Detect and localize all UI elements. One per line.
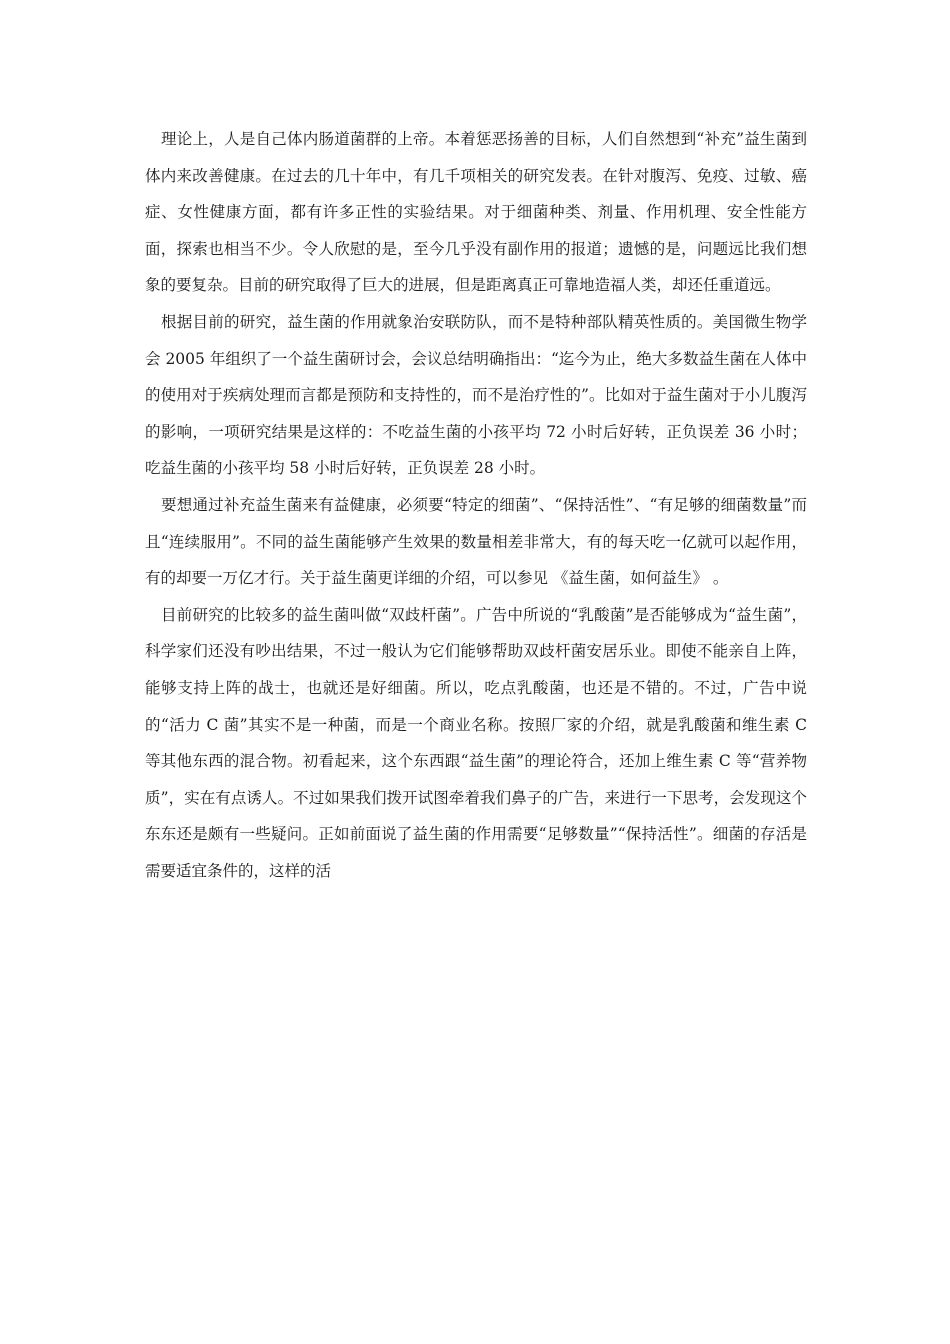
paragraph-1: 理论上，人是自己体内肠道菌群的上帝。本着惩恶扬善的目标，人们自然想到“补充”益生菌到体内来改善健康。在过去的几十年中，有几千项相关的研究发表。在针对腹泻、免疫、过敏、癌症、女性健康方面，都有许多正性的实验结果。对于细菌种类、剂量、作用机理、安全性能方面，探索也相当不少。令人欣慰的是，至今几乎没有副作用的报道；遗憾的是，问题远比我们想象的要复杂。目前的研究取得了巨大的进展，但是距离真正可靠地造福人类，却还任重道远。 — [145, 130, 807, 295]
paragraph-2: 根据目前的研究，益生菌的作用就象治安联防队，而不是特种部队精英性质的。美国微生物学会 2005 年组织了一个益生菌研讨会，会议总结明确指出：“迄今为止，绝大多数益生菌在人体中的使用对于疾病处理而言都是预防和支持性的，而不是治疗性的”。比如对于益生菌对于小儿腹泻的影响，一项研究结果是这样的：不吃益生菌的小孩平均 72 小时后好转，正负误差 36 小时；吃益生菌的小孩平均 58 小时后好转，正负误差 28 小时。 — [145, 312, 807, 478]
document-body — [145, 121, 807, 889]
paragraph-3: 要想通过补充益生菌来有益健康，必须要“特定的细菌”、“保持活性”、“有足够的细菌数量”而且“连续服用”。不同的益生菌能够产生效果的数量相差非常大，有的每天吃一亿就可以起作用，有的却要一万亿才行。关于益生菌更详细的介绍，可以参见 《益生菌，如何益生》 。 — [145, 495, 807, 588]
paragraph-4: 目前研究的比较多的益生菌叫做“双歧杆菌”。广告中所说的“乳酸菌”是否能够成为“益生菌”，科学家们还没有吵出结果，不过一般认为它们能够帮助双歧杆菌安居乐业。即使不能亲自上阵，能够支持上阵的战士，也就还是好细菌。所以，吃点乳酸菌，也还是不错的。不过，广告中说的“活力 C 菌”其实不是一种菌，而是一个商业名称。按照厂家的介绍，就是乳酸菌和维生素 C 等其他东西的混合物。初看起来，这个东西跟“益生菌”的理论符合，还加上维生素 C 等“营养物质”，实在有点诱人。不过如果我们拨开试图牵着我们鼻子的广告，来进行一下思考，会发现这个东东还是颇有一些疑问。正如前面说了益生菌的作用需要“足够数量”“保持活性”。细菌的存活是需要适宜条件的，这样的活 — [145, 605, 807, 880]
